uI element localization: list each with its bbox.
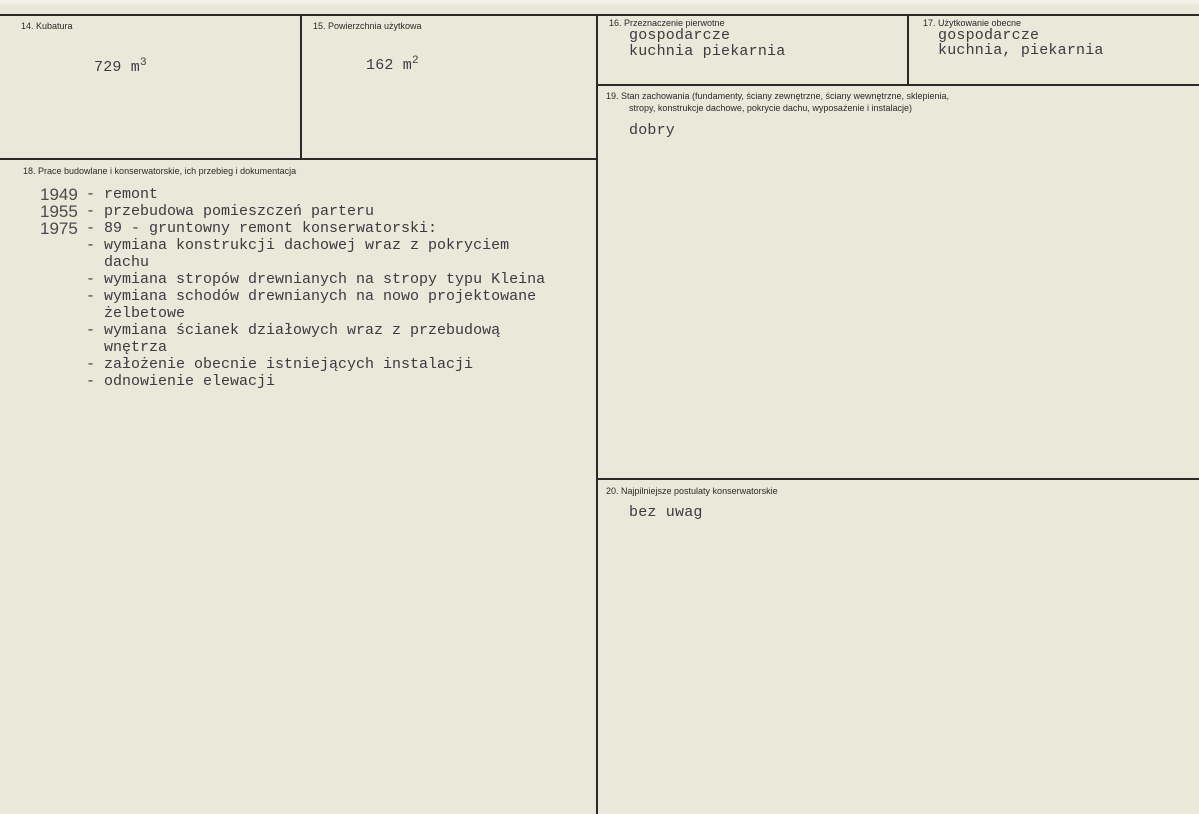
works-row-text: - 89 - gruntowny remont konserwatorski:	[86, 220, 438, 237]
works-row	[40, 322, 545, 339]
field-16-line1: gospodarcze	[629, 27, 731, 44]
works-row-text: - wymiana stropów drewnianych na stropy typu Kleina	[86, 271, 546, 288]
field-15-value-text: 162 m	[366, 57, 413, 74]
field-18-label: 18. Prace budowlane i konserwatorskie, ich przebieg i dokumentacja	[23, 166, 297, 176]
field-14-value	[94, 57, 147, 76]
top-border-line	[0, 14, 1199, 16]
works-row	[40, 339, 545, 356]
divider-col-14-15	[300, 15, 302, 159]
divider-left-right	[596, 15, 598, 814]
card-top-edge	[0, 0, 1199, 4]
works-row-text: - wymiana konstrukcji dachowej wraz z pokryciem	[86, 237, 510, 254]
works-row	[40, 356, 545, 373]
field-14-label: 14. Kubatura	[21, 21, 73, 31]
works-row-text: - przebudowa pomieszczeń parteru	[86, 203, 375, 220]
works-row-text: - remont	[86, 186, 159, 203]
field-15-value-exponent: 2	[412, 55, 419, 67]
works-row	[40, 373, 545, 390]
works-row	[40, 203, 545, 220]
divider-row-19-20	[597, 478, 1199, 480]
works-row-year	[40, 339, 86, 356]
works-list	[40, 186, 545, 390]
works-row-year	[40, 322, 86, 339]
works-row-year	[40, 373, 86, 390]
works-row-year: 1949	[40, 185, 78, 204]
works-row-year	[40, 254, 86, 271]
works-row-text: żelbetowe	[86, 305, 186, 322]
divider-row-14-18	[0, 158, 598, 160]
field-20-label: 20. Najpilniejsze postulaty konserwatorskie	[606, 486, 778, 496]
field-19-value: dobry	[629, 122, 676, 139]
works-row-text: - założenie obecnie istniejących instalacji	[86, 356, 474, 373]
works-row-text: - wymiana schodów drewnianych na nowo projektowane	[86, 288, 537, 305]
divider-col-16-17	[907, 15, 909, 85]
works-row-year: 1955	[40, 202, 78, 221]
works-row-text: - odnowienie elewacji	[86, 373, 276, 390]
field-17-line1: gospodarcze	[938, 27, 1040, 44]
field-17-line2: kuchnia, piekarnia	[938, 42, 1104, 59]
works-row	[40, 220, 545, 237]
works-row-year	[40, 271, 86, 288]
works-row	[40, 254, 545, 271]
field-16-label: 16. Przeznaczenie pierwotne	[609, 18, 725, 28]
works-row-text: wnętrza	[86, 339, 168, 356]
field-17-label: 17. Użytkowanie obecne	[923, 18, 1022, 28]
works-row	[40, 288, 545, 305]
field-15-value	[366, 55, 419, 74]
works-row-year	[40, 288, 86, 305]
works-row-year: 1975	[40, 219, 78, 238]
field-14-value-exponent: 3	[140, 57, 147, 69]
field-15-label: 15. Powierzchnia użytkowa	[313, 21, 422, 31]
works-row-year	[40, 305, 86, 322]
divider-row-16-19	[597, 84, 1199, 86]
field-14-value-text: 729 m	[94, 59, 141, 76]
works-row-text: dachu	[86, 254, 150, 271]
field-19-label-line2: stropy, konstrukcje dachowe, pokrycie dachu, wyposażenie i instalacje)	[629, 103, 912, 113]
works-row-text: - wymiana ścianek działowych wraz z przebudową	[86, 322, 501, 339]
works-row	[40, 186, 545, 203]
field-16-line2: kuchnia piekarnia	[629, 43, 786, 60]
works-row-year	[40, 237, 86, 254]
field-20-value: bez uwag	[629, 504, 703, 521]
works-row-year	[40, 356, 86, 373]
field-19-label-line1: 19. Stan zachowania (fundamenty, ściany zewnętrzne, ściany wewnętrzne, sklepienia,	[606, 91, 950, 101]
works-row	[40, 271, 545, 288]
works-row	[40, 305, 545, 322]
works-row	[40, 237, 545, 254]
